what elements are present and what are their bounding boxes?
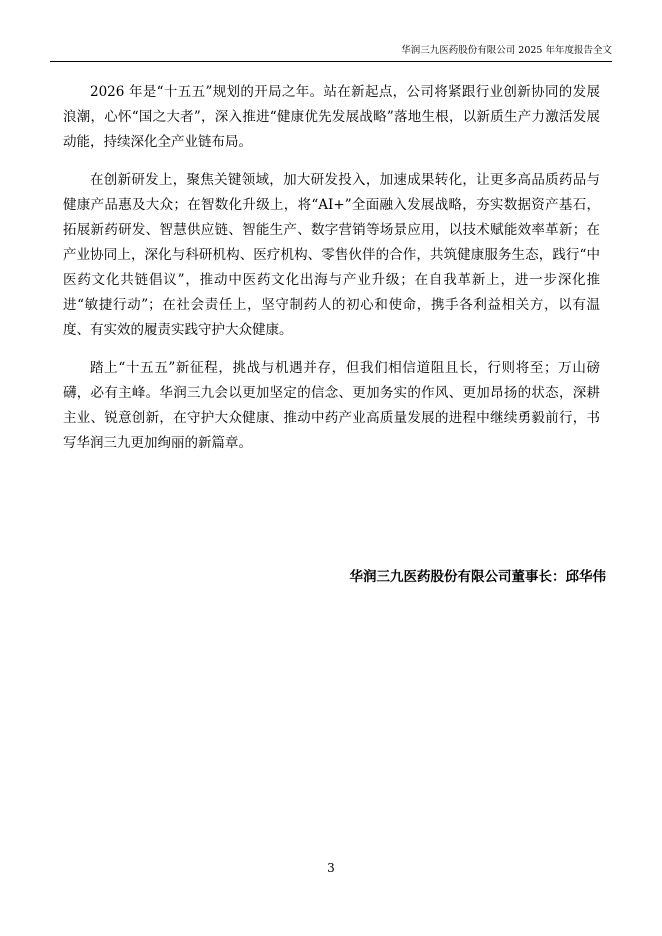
paragraph-strategy: 在创新研发上，聚焦关键领域，加大研发投入，加速成果转化，让更多高品质药品与健康产品惠及大众；在智数化升级上，将“AI+”全面融入发展战略，夯实数据资产基石，拓展新药研发、智慧供应链、智能生产、数字营销等场景应用，以技术赋能效率革新；在产业协同上，深化与科研机构、医疗机构、零售伙伴的合作，共筑健康服务生态，践行“中医药文化共链倡议”，推动中医药文化出海与产业升级；在自我革新上，进一步深化推进“敏捷行动”；在社会责任上，坚守制药人的初心和使命，携手各利益相关方，以有温度、有实效的履责实践守护大众健康。 [63,172,600,338]
chairman-signature: 华润三九医药股份有限公司董事长：邱华伟 [349,569,606,585]
page-number: 3 [327,861,335,875]
letter-body [63,80,600,469]
header-divider [50,61,612,62]
paragraph-outlook: 2026 年是“十五五”规划的开局之年。站在新起点，公司将紧跟行业创新协同的发展浪潮，心怀“国之大者”，深入推进“健康优先发展战略”落地生根，以新质生产力激活发展动能，持续深化全产业链布局。 [63,84,600,150]
page-header-title: 华润三九医药股份有限公司 2025 年年度报告全文 [401,45,612,56]
paragraph-closing: 踏上“十五五”新征程，挑战与机遇并存，但我们相信道阻且长，行则将至；万山磅礴，必有主峰。华润三九会以更加坚定的信念、更加务实的作风、更加昂扬的状态，深耕主业、锐意创新，在守护大众健康、推动中药产业高质量发展的进程中继续勇毅前行，书写华润三九更加绚丽的新篇章。 [63,360,600,451]
